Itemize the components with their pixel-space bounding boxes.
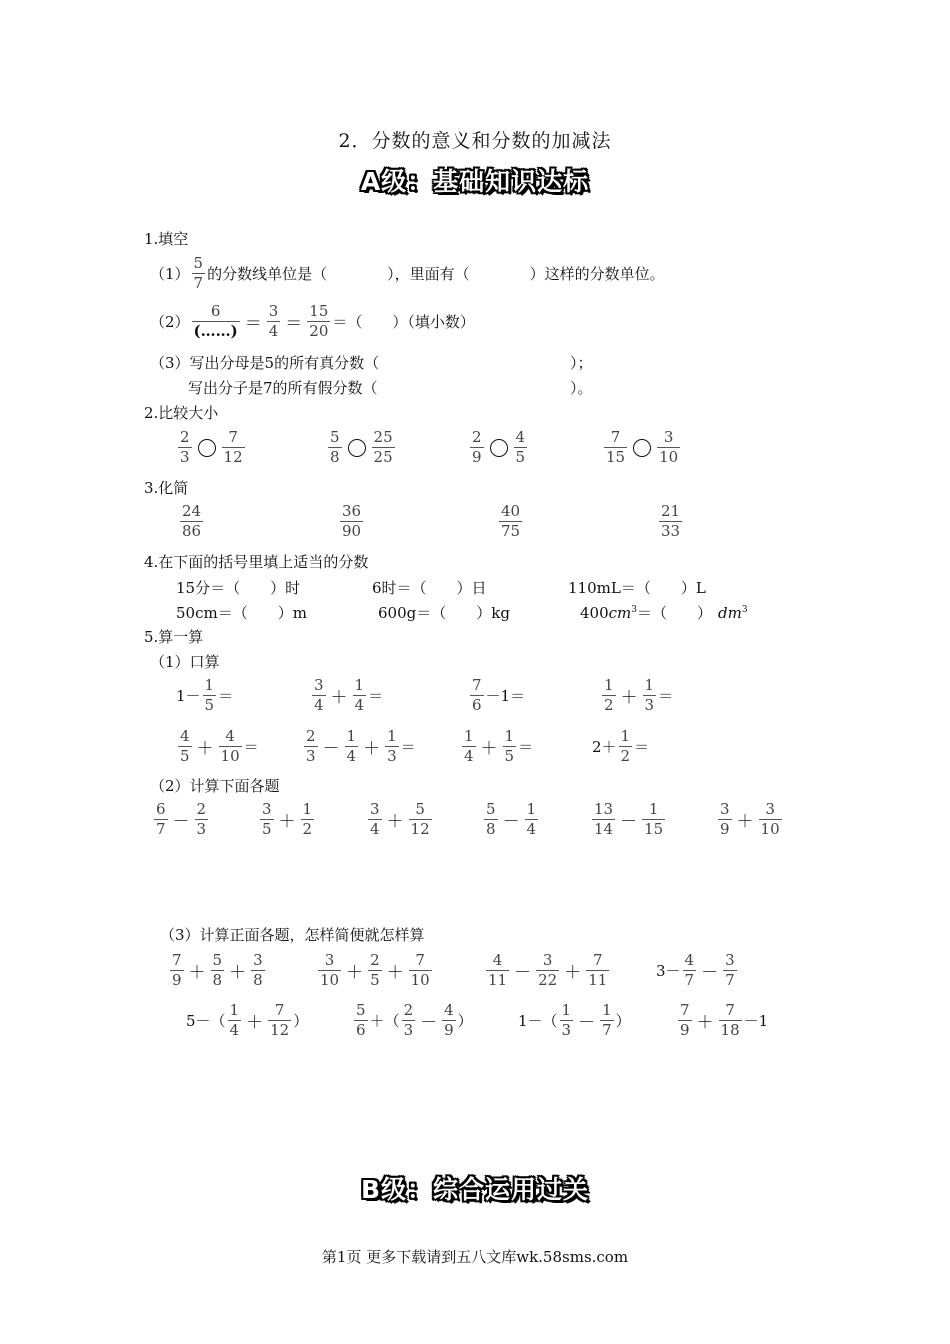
q5-sub3: （3）计算正面各题，怎样简便就怎样算 xyxy=(160,926,425,944)
simplify-fraction: $\frac{24}{86}$ xyxy=(182,502,202,540)
compare-circle[interactable] xyxy=(633,439,651,457)
fraction: $\frac{3}{4}$ xyxy=(268,302,279,340)
q1-item3-line2-end: ）。 xyxy=(570,379,593,397)
page-title: 2．分数的意义和分数的加减法 xyxy=(338,130,612,152)
level-a-heading: A级：基础知识达标 xyxy=(360,167,590,196)
q4-item: 600g＝（ ）kg xyxy=(378,604,510,622)
simp-item: $\frac{7}{9}$ ＋ $\frac{5}{8}$ ＋ $\frac{3}{8}$ xyxy=(172,951,263,989)
simp-item: $\frac{3}{10}$ ＋ $\frac{2}{5}$ ＋ $\frac{7}{10}$ xyxy=(320,951,430,989)
simp-item: $\frac{5}{6}$ ＋（ $\frac{2}{3}$ － $\frac{4}{9}$ ） xyxy=(356,1001,473,1039)
q4-item: 110mL＝（ ）L xyxy=(568,579,706,597)
q1-item1 xyxy=(150,254,665,293)
q1-item1-text1: 的分数线单位是（ xyxy=(207,265,328,283)
q1-item1-text2: ），里面有（ xyxy=(387,265,470,283)
q1-item2-label: （2） xyxy=(150,313,190,331)
q2-heading: 2.比较大小 xyxy=(144,404,219,422)
simp-item: 1－（ $\frac{1}{3}$ － $\frac{1}{7}$ ） xyxy=(518,1001,631,1039)
simp-item: 5－（ $\frac{1}{4}$ ＋ $\frac{7}{12}$ ） xyxy=(186,1001,309,1039)
simp-item: $\frac{4}{11}$ － $\frac{3}{22}$ ＋ $\frac{7}{11}$ xyxy=(488,951,608,989)
oral-item: $\frac{1}{4}$ ＋ $\frac{1}{5}$ ＝ xyxy=(464,727,534,765)
compare-item: $\frac{7}{15}$ $\frac{3}{10}$ xyxy=(606,428,679,466)
q1-item3-line1-end: ）； xyxy=(570,354,593,372)
calc-item: $\frac{5}{8}$ － $\frac{1}{4}$ xyxy=(486,800,537,838)
q4-item: 15分＝（ ）时 xyxy=(176,579,301,597)
simplify-fraction: $\frac{21}{33}$ xyxy=(661,502,681,540)
compare-circle[interactable] xyxy=(490,439,508,457)
oral-item: 1－ $\frac{1}{5}$ ＝ xyxy=(176,676,234,714)
q1-item2: （2） $\frac{6}{(\dots\dots)}$ ＝ $\frac{3}{4}$ ＝ $\frac{15}{20}$ ＝（ ）（填小数） xyxy=(150,302,475,340)
q4-item: 6时＝（ ）日 xyxy=(372,579,487,597)
simp-item: $\frac{7}{9}$ ＋ $\frac{7}{18}$ －1 xyxy=(680,1001,769,1039)
q1-item3-line2: 写出分子是7的所有假分数（ xyxy=(188,379,378,397)
calc-item: $\frac{3}{4}$ ＋ $\frac{5}{12}$ xyxy=(370,800,430,838)
q1-item3-line1: （3）写出分母是5的所有真分数（ xyxy=(150,354,380,372)
q1-item1-label: （1） xyxy=(150,265,190,283)
calc-item: $\frac{3}{5}$ ＋ $\frac{1}{2}$ xyxy=(262,800,313,838)
level-b-heading: B级：综合运用过关 xyxy=(360,1175,590,1204)
simp-item: 3－ $\frac{4}{7}$ － $\frac{3}{7}$ xyxy=(656,951,735,989)
q4-heading: 4.在下面的括号里填上适当的分数 xyxy=(144,553,369,571)
q5-sub1: （1）口算 xyxy=(150,653,220,671)
oral-item: $\frac{1}{2}$ ＋ $\frac{1}{3}$ ＝ xyxy=(604,676,674,714)
calc-item: $\frac{3}{9}$ ＋ $\frac{3}{10}$ xyxy=(720,800,780,838)
q5-heading: 5.算一算 xyxy=(144,628,204,646)
q5-sub2: （2）计算下面各题 xyxy=(150,777,280,795)
oral-item: 2＋ $\frac{1}{2}$ ＝ xyxy=(592,727,650,765)
page-footer: 第1页 更多下载请到五八文库wk.58sms.com xyxy=(321,1248,629,1266)
calc-item: $\frac{13}{14}$ － $\frac{1}{15}$ xyxy=(594,800,664,838)
q1-heading: 1.填空 xyxy=(144,230,189,248)
oral-item: $\frac{3}{4}$ ＋ $\frac{1}{4}$ ＝ xyxy=(314,676,384,714)
q4-item: $400cm^3=$（ ） $dm^3$ xyxy=(580,604,748,622)
oral-item: $\frac{4}{5}$ ＋ $\frac{4}{10}$ ＝ xyxy=(180,727,259,765)
q1-item2-tail: ＝（ ）（填小数） xyxy=(332,313,475,331)
fraction: $\frac{6}{(\dots\dots)}$ xyxy=(193,302,238,340)
compare-item: $\frac{5}{8}$ $\frac{25}{25}$ xyxy=(330,428,393,466)
compare-circle[interactable] xyxy=(198,439,216,457)
q3-heading: 3.化简 xyxy=(144,479,189,497)
simplify-fraction: $\frac{40}{75}$ xyxy=(501,502,521,540)
fraction: $\frac{5}{7}$ xyxy=(193,254,204,292)
oral-item: $\frac{7}{6}$ －1＝ xyxy=(472,676,526,714)
simplify-fraction: $\frac{36}{90}$ xyxy=(342,502,362,540)
q4-item: 50cm＝（ ）m xyxy=(176,604,307,622)
fraction: $\frac{15}{20}$ xyxy=(309,302,329,340)
compare-item: $\frac{2}{9}$ $\frac{4}{5}$ xyxy=(472,428,526,466)
oral-item: $\frac{2}{3}$ － $\frac{1}{4}$ ＋ $\frac{1}{3}$ ＝ xyxy=(306,727,416,765)
compare-circle[interactable] xyxy=(348,439,366,457)
q1-item1-text3: ）这样的分数单位。 xyxy=(529,265,665,283)
compare-item: $\frac{2}{3}$ $\frac{7}{12}$ xyxy=(180,428,243,466)
calc-item: $\frac{6}{7}$ － $\frac{2}{3}$ xyxy=(156,800,207,838)
